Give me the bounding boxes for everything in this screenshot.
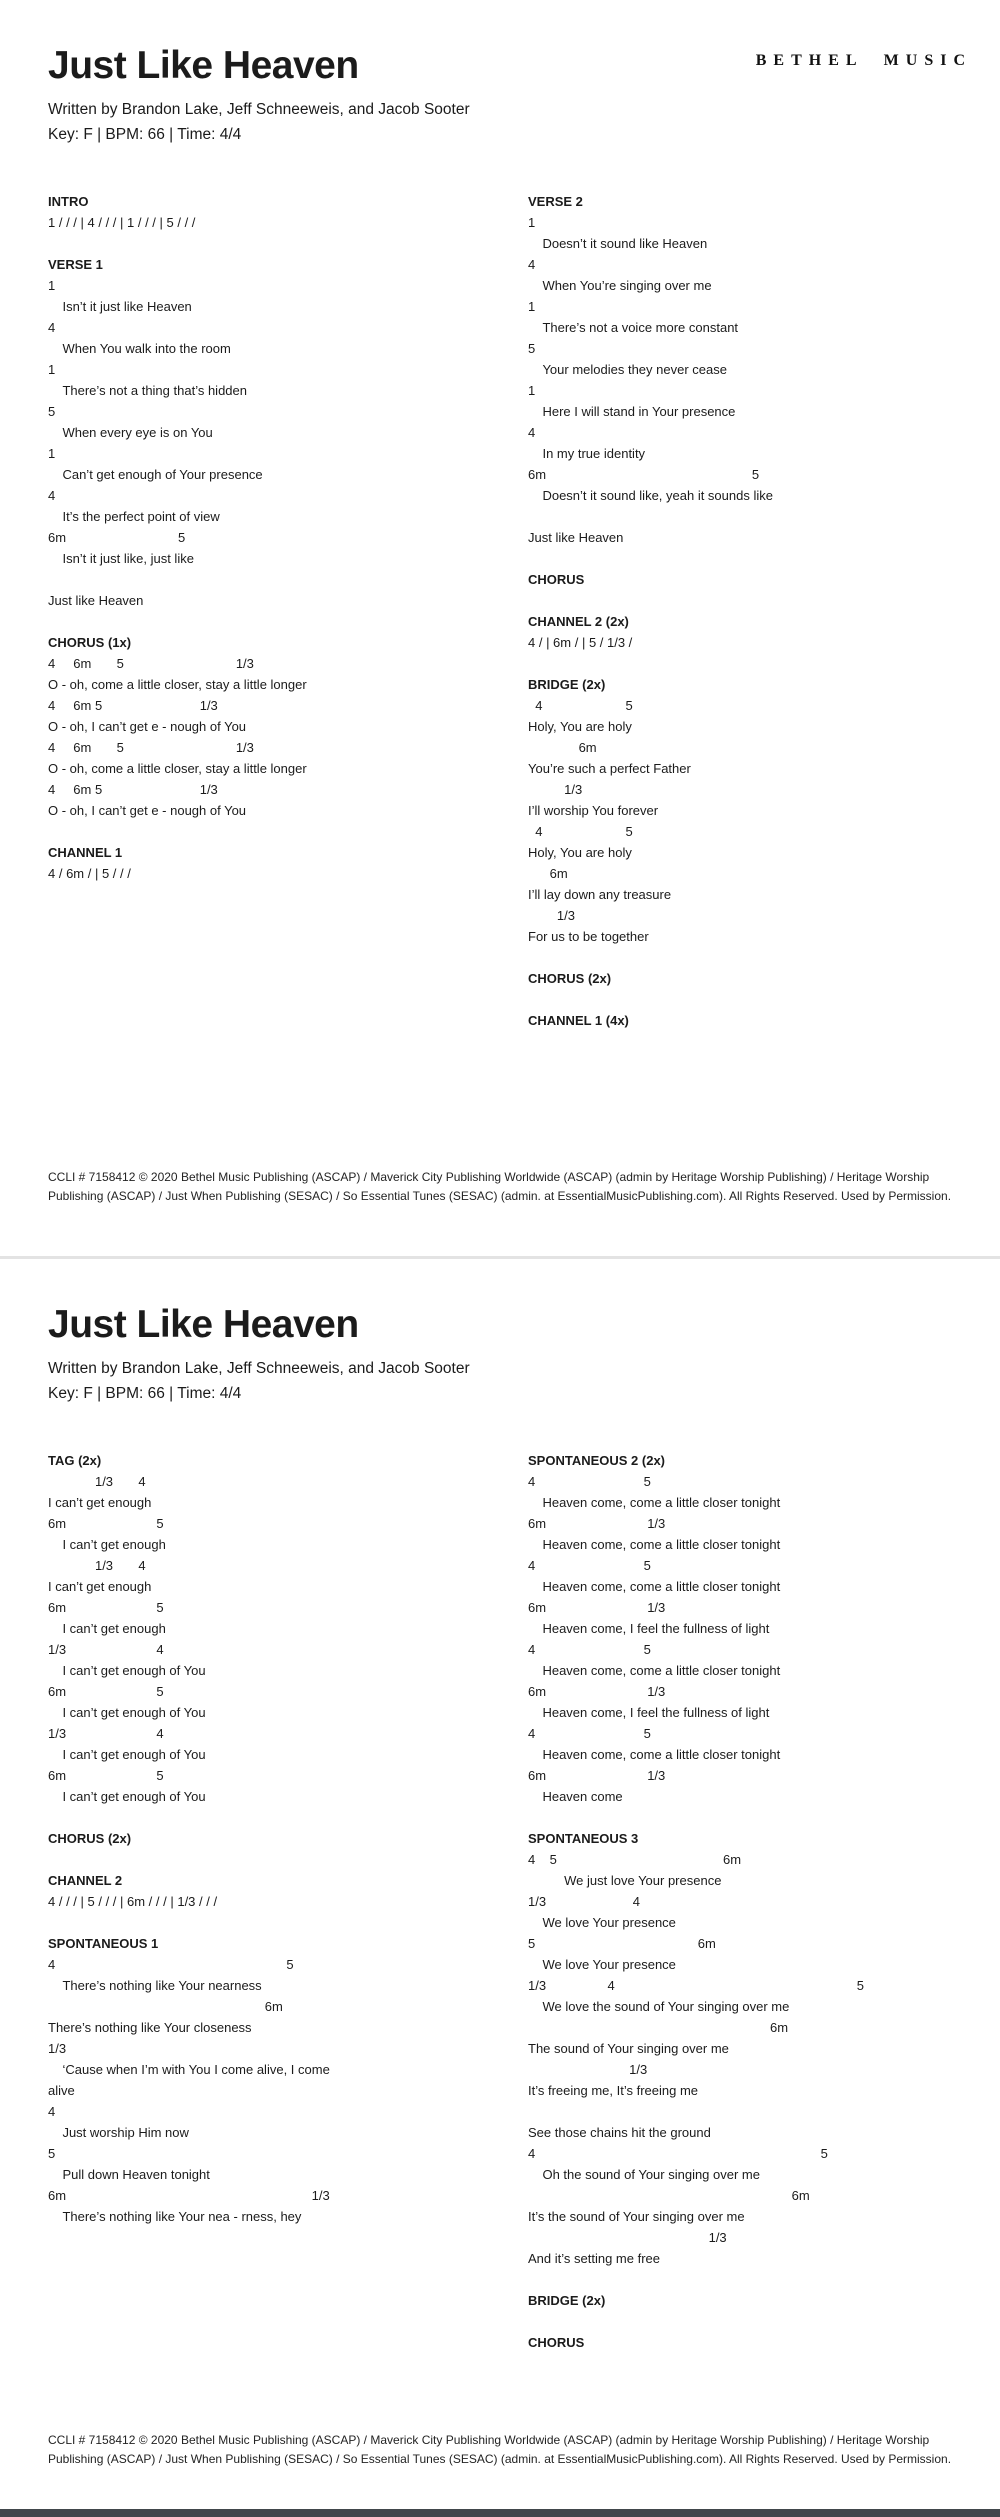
lyric-line: For us to be together xyxy=(528,929,649,944)
column-right xyxy=(528,191,952,1052)
lyric-line: I can’t get enough xyxy=(48,1495,152,1510)
lyric-line: I can’t get enough xyxy=(48,1621,166,1636)
chord-line: 4 xyxy=(528,425,536,440)
chord-line: 1/3 4 xyxy=(48,1726,164,1741)
chord-line: 5 xyxy=(48,2146,56,2161)
section-heading: CHANNEL 2 (2x) xyxy=(528,614,629,629)
lyric-line: Heaven come, come a little closer tonight xyxy=(528,1747,781,1762)
lyric-line: There’s not a voice more constant xyxy=(528,320,739,335)
lyric-line: Holy, You are holy xyxy=(528,845,632,860)
section-heading: CHANNEL 1 (4x) xyxy=(528,1013,629,1028)
chord-line: 4 5 6m xyxy=(528,1852,742,1867)
lyric-line: I can’t get enough of You xyxy=(48,1663,206,1678)
lyric-line: You’re such a perfect Father xyxy=(528,761,691,776)
chord-line: 4 xyxy=(48,2104,56,2119)
section xyxy=(48,632,500,821)
lyric-line: Heaven come, come a little closer tonight xyxy=(528,1537,781,1552)
chord-line: 6m xyxy=(528,2188,810,2203)
chord-line: 6m 1/3 xyxy=(528,1768,666,1783)
chord-line: 6m 5 xyxy=(48,1600,164,1615)
lyric-line: I can’t get enough of You xyxy=(48,1705,206,1720)
chord-line: 4 6m 5 1/3 xyxy=(48,656,254,671)
lyric-line: See those chains hit the ground xyxy=(528,2125,711,2140)
section-heading: INTRO xyxy=(48,194,89,209)
section-heading: CHANNEL 1 xyxy=(48,845,123,860)
lyric-line: We love Your presence xyxy=(528,1957,676,1972)
lyric-line: O - oh, I can’t get e - nough of You xyxy=(48,719,247,734)
copyright-footer: CCLI # 7158412 © 2020 Bethel Music Publishing (ASCAP) / Maverick City Publishing Worldwide (ASCAP) (admin by Heritage Worship Publishing) / Heritage Worship Publishing (ASCAP) / Just When Publishing (SESAC) / So Essential Tunes (SESAC) (admin. at EssentialMusicPublishing.com). All Rights Reserved. Used by Permission. xyxy=(48,1170,952,1203)
lyric-line: I can’t get enough of You xyxy=(48,1747,206,1762)
column-right xyxy=(528,1450,952,2374)
chord-line: 6m 1/3 xyxy=(48,2188,330,2203)
lyric-line: O - oh, come a little closer, stay a little longer xyxy=(48,761,307,776)
chord-line: 4 5 xyxy=(528,1642,651,1657)
lyric-line: Doesn’t it sound like Heaven xyxy=(528,236,708,251)
chord-line: 6m 5 xyxy=(48,1516,164,1531)
lyric-line: There’s nothing like Your nearness xyxy=(48,1978,262,1993)
lyric-line: Your melodies they never cease xyxy=(528,362,727,377)
chord-line: 1/3 4 xyxy=(528,1894,640,1909)
section-heading: CHANNEL 2 xyxy=(48,1873,123,1888)
chord-line: 4 5 xyxy=(528,1558,651,1573)
chord-line: 6m 5 xyxy=(48,1768,164,1783)
section xyxy=(528,569,952,590)
section-heading: VERSE 1 xyxy=(48,257,103,272)
viewer-bottom-bar xyxy=(0,2509,1000,2517)
lyric-line: There’s nothing like Your closeness xyxy=(48,2020,252,2035)
chord-line: 6m 1/3 xyxy=(528,1684,666,1699)
section xyxy=(528,1010,952,1031)
chord-line: 6m xyxy=(48,1999,283,2014)
chord-line: 4 5 xyxy=(528,1474,651,1489)
lyric-line: Heaven come, I feel the fullness of light xyxy=(528,1621,770,1636)
section-heading: CHORUS (1x) xyxy=(48,635,132,650)
lyric-line: Doesn’t it sound like, yeah it sounds like xyxy=(528,488,773,503)
chord-line: 1 xyxy=(48,446,56,461)
chord-line: 4 5 xyxy=(528,698,633,713)
chord-line: 1 xyxy=(528,299,536,314)
section xyxy=(528,191,952,548)
chord-line: 1/3 4 xyxy=(48,1642,164,1657)
chord-chart-page-2 xyxy=(0,1259,1000,2509)
lyric-line: Can’t get enough of Your presence xyxy=(48,467,263,482)
lyric-line: O - oh, come a little closer, stay a little longer xyxy=(48,677,307,692)
chord-line: 4 xyxy=(528,257,536,272)
chord-line: 4 / 6m / | 5 / / / xyxy=(48,866,131,881)
section-heading: BRIDGE (2x) xyxy=(528,2293,606,2308)
song-body xyxy=(48,191,952,1052)
lyric-line: ‘Cause when I’m with You I come alive, I come xyxy=(48,2062,330,2077)
chord-line: 6m xyxy=(528,2020,789,2035)
chord-line: 4 5 xyxy=(528,1726,651,1741)
lyric-line: Just worship Him now xyxy=(48,2125,189,2140)
lyric-line: We just love Your presence xyxy=(528,1873,722,1888)
song-title: Just Like Heaven xyxy=(48,44,359,87)
lyric-line: I’ll worship You forever xyxy=(528,803,659,818)
chord-line: 4 / | 6m / | 5 / 1/3 / xyxy=(528,635,633,650)
lyric-line: There’s nothing like Your nea - rness, hey xyxy=(48,2209,302,2224)
copyright-footer: CCLI # 7158412 © 2020 Bethel Music Publishing (ASCAP) / Maverick City Publishing Worldwide (ASCAP) (admin by Heritage Worship Publishing) / Heritage Worship Publishing (ASCAP) / Just When Publishing (SESAC) / So Essential Tunes (SESAC) (admin. at EssentialMusicPublishing.com). All Rights Reserved. Used by Permission. xyxy=(48,2433,952,2466)
chord-line: 1 xyxy=(528,383,536,398)
column-left xyxy=(48,191,500,1052)
section xyxy=(528,2332,952,2353)
section-heading: BRIDGE (2x) xyxy=(528,677,606,692)
section-heading: VERSE 2 xyxy=(528,194,583,209)
chord-line: 5 xyxy=(48,404,56,419)
section xyxy=(528,1828,952,2269)
section-heading: CHORUS xyxy=(528,572,585,587)
lyric-line: It’s the sound of Your singing over me xyxy=(528,2209,745,2224)
chord-line: 4 6m 5 1/3 xyxy=(48,698,218,713)
lyric-line: I’ll lay down any treasure xyxy=(528,887,672,902)
chord-line: 1 xyxy=(48,362,56,377)
section xyxy=(528,674,952,947)
key-bpm-time-line: Key: F | BPM: 66 | Time: 4/4 xyxy=(48,126,242,143)
chord-line: 4 6m 5 1/3 xyxy=(48,782,218,797)
chord-line: 6m xyxy=(528,866,568,881)
lyric-line: It’s the perfect point of view xyxy=(48,509,220,524)
chord-line: 4 5 xyxy=(528,2146,828,2161)
section-heading: CHORUS xyxy=(528,2335,585,2350)
lyric-line: Pull down Heaven tonight xyxy=(48,2167,210,2182)
lyric-line: I can’t get enough xyxy=(48,1579,152,1594)
lyric-line: Just like Heaven xyxy=(528,530,624,545)
section-heading: CHORUS (2x) xyxy=(48,1831,132,1846)
lyric-line: Heaven come, come a little closer tonight xyxy=(528,1495,781,1510)
lyric-line: Heaven come, I feel the fullness of light xyxy=(528,1705,770,1720)
section xyxy=(48,1828,500,1849)
lyric-line: Just like Heaven xyxy=(48,593,144,608)
section xyxy=(528,611,952,653)
lyric-line: Isn’t it just like Heaven xyxy=(48,299,192,314)
lyric-line: When You’re singing over me xyxy=(528,278,712,293)
section-heading: CHORUS (2x) xyxy=(528,971,612,986)
blank-line xyxy=(528,506,952,527)
lyric-line: When You walk into the room xyxy=(48,341,231,356)
chord-line: 1 xyxy=(528,215,536,230)
chord-line: 5 6m xyxy=(528,1936,716,1951)
chord-line: 6m 1/3 xyxy=(528,1516,666,1531)
lyric-line: Here I will stand in Your presence xyxy=(528,404,736,419)
lyric-line: It’s freeing me, It’s freeing me xyxy=(528,2083,699,2098)
chord-line: 1/3 4 xyxy=(48,1474,146,1489)
writers-line: Written by Brandon Lake, Jeff Schneeweis, and Jacob Sooter xyxy=(48,101,470,118)
chord-line: 1/3 xyxy=(528,782,583,797)
lyric-line: We love Your presence xyxy=(528,1915,676,1930)
lyric-line: alive xyxy=(48,2083,75,2098)
column-left xyxy=(48,1450,500,2374)
lyric-line: Heaven come xyxy=(528,1789,623,1804)
section-heading: SPONTANEOUS 2 (2x) xyxy=(528,1453,666,1468)
writers-line: Written by Brandon Lake, Jeff Schneeweis, and Jacob Sooter xyxy=(48,1360,470,1377)
section xyxy=(48,1450,500,1807)
lyric-line: In my true identity xyxy=(528,446,646,461)
lyric-line: Heaven come, come a little closer tonight xyxy=(528,1663,781,1678)
chord-line: 5 xyxy=(528,341,536,356)
chord-line: 1/3 xyxy=(528,2062,648,2077)
chord-line: 1/3 xyxy=(48,2041,67,2056)
lyric-line: Oh the sound of Your singing over me xyxy=(528,2167,760,2182)
section xyxy=(48,842,500,884)
section xyxy=(48,1933,500,2227)
chord-line: 1/3 4 5 xyxy=(528,1978,864,1993)
blank-line xyxy=(528,2101,952,2122)
chord-line: 1 / / / | 4 / / / | 1 / / / | 5 / / / xyxy=(48,215,196,230)
chord-line: 4 5 xyxy=(528,824,633,839)
chord-line: 6m xyxy=(528,740,597,755)
chord-line: 4 5 xyxy=(48,1957,294,1972)
chord-line: 4 6m 5 1/3 xyxy=(48,740,254,755)
lyric-line: When every eye is on You xyxy=(48,425,213,440)
song-body xyxy=(48,1450,952,2374)
chord-line: 6m 5 xyxy=(528,467,760,482)
chord-line: 6m 5 xyxy=(48,530,186,545)
lyric-line: I can’t get enough xyxy=(48,1537,166,1552)
lyric-line: I can’t get enough of You xyxy=(48,1789,206,1804)
section xyxy=(528,2290,952,2311)
section-heading: TAG (2x) xyxy=(48,1453,102,1468)
lyric-line: And it’s setting me free xyxy=(528,2251,660,2266)
section xyxy=(48,1870,500,1912)
section xyxy=(48,191,500,233)
lyric-line: We love the sound of Your singing over me xyxy=(528,1999,790,2014)
section xyxy=(48,254,500,611)
chord-line: 4 xyxy=(48,488,56,503)
chord-line: 1/3 4 xyxy=(48,1558,146,1573)
chord-line: 6m 1/3 xyxy=(528,1600,666,1615)
bethel-music-logo: BETHEL MUSIC xyxy=(755,52,972,69)
section-heading: SPONTANEOUS 1 xyxy=(48,1936,159,1951)
chord-line: 4 / / / | 5 / / / | 6m / / / | 1/3 / / / xyxy=(48,1894,218,1909)
chord-line: 1/3 xyxy=(528,908,575,923)
section xyxy=(528,1450,952,1807)
chord-line: 1 xyxy=(48,278,56,293)
key-bpm-time-line: Key: F | BPM: 66 | Time: 4/4 xyxy=(48,1385,242,1402)
blank-line xyxy=(48,569,500,590)
song-title: Just Like Heaven xyxy=(48,1303,359,1346)
lyric-line: O - oh, I can’t get e - nough of You xyxy=(48,803,247,818)
section-heading: SPONTANEOUS 3 xyxy=(528,1831,639,1846)
lyric-line: Holy, You are holy xyxy=(528,719,632,734)
section xyxy=(528,968,952,989)
lyric-line: There’s not a thing that’s hidden xyxy=(48,383,247,398)
lyric-line: Heaven come, come a little closer tonight xyxy=(528,1579,781,1594)
chord-chart-page-1 xyxy=(0,0,1000,1256)
chord-line: 6m 5 xyxy=(48,1684,164,1699)
lyric-line: Isn’t it just like, just like xyxy=(48,551,194,566)
chord-line: 1/3 xyxy=(528,2230,727,2245)
lyric-line: The sound of Your singing over me xyxy=(528,2041,729,2056)
chord-line: 4 xyxy=(48,320,56,335)
